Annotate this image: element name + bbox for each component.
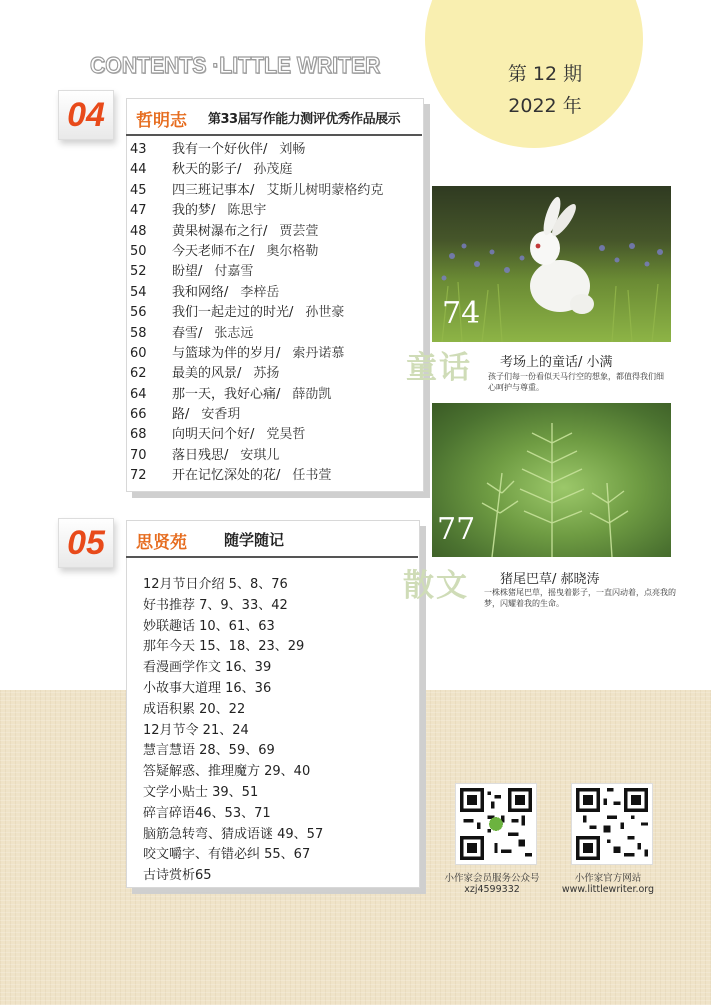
toc-entry [130,466,420,486]
toc-page-number: 45 [130,182,147,198]
issue-year: 2022 年 [508,95,582,117]
toc-author: 薛劭凯 [292,386,332,402]
toc-author: 刘畅 [279,142,306,157]
section-04-header [126,98,422,136]
qr-caption-wechat-label: 小作家会员服务公众号 [444,873,540,884]
toc-author: 索丹诺慕 [292,345,345,361]
toc-page-number: 58 [130,325,147,341]
toc-title: 春雪/ [172,325,203,341]
toc-author: 任书萱 [292,468,332,484]
toc-page-number: 44 [130,162,147,178]
qr-caption-website [543,870,673,895]
section-05-header [126,520,418,558]
toc-title: 四三班记事本/ [172,182,255,198]
toc-title: 那一天，我好心痛/ [172,386,281,402]
toc-entry [130,140,420,160]
feature-2-page: 77 [437,512,476,547]
toc-title: 路/ [172,407,190,423]
section-05-subtitle: 随学随记 [224,531,285,549]
toc-page-number: 48 [130,223,147,239]
toc-entry [130,181,420,201]
issue-info [500,58,590,122]
toc-author: 孙世豪 [305,305,345,321]
column-entry: 12月节令 21、24 [143,722,249,738]
column-entry: 咬文嚼字、有错必纠 55、67 [143,847,311,863]
toc-page-number: 70 [130,447,147,463]
toc-author: 艾斯儿树明蒙格约克 [266,182,384,198]
section-04-name: 哲明志 [136,111,187,131]
column-entry: 妙联趣话 10、61、63 [143,618,275,634]
toc-title: 最美的风景/ [172,366,242,382]
toc-entry [130,303,420,323]
toc-title: 向明天问个好/ [172,427,255,443]
qr-caption-wechat-id: xzj4599332 [464,884,520,895]
toc-author: 苏扬 [253,366,280,382]
toc-author: 安琪儿 [240,447,280,463]
issue-number: 第 12 期 [507,63,583,85]
toc-title: 黄果树瀑布之行/ [172,223,268,239]
column-entry: 慧言慧语 28、59、69 [143,743,275,759]
toc-title: 今天老师不在/ [172,243,255,259]
toc-page-number: 43 [130,142,147,157]
column-entry: 好书推荐 7、9、33、42 [143,597,288,613]
toc-page-number: 62 [130,366,147,382]
column-entry: 那年今天 15、18、23、29 [143,639,305,655]
qr-code-icon [460,788,532,860]
toc-author: 张志远 [214,325,254,341]
feature-2-desc: 一株株猪尾巴草，摇曳着影子，一直闪动着，点亮我的梦，闪耀着我的生命。 [484,588,676,608]
toc-title: 与篮球为伴的岁月/ [172,345,281,361]
toc-author: 安香玥 [201,407,241,423]
qr-caption-website-url: www.littlewriter.org [561,884,655,895]
qr-caption-wechat [427,870,557,895]
toc-page-number: 60 [130,345,147,361]
toc-entry [130,222,420,242]
feature-1-genre: 童话 [406,350,472,386]
toc-author: 李梓岳 [240,284,280,300]
qr-code-wechat [456,784,536,864]
column-entry: 古诗赏析65 [143,868,212,884]
toc-title: 我和网络/ [172,284,229,300]
toc-author: 付嘉雪 [214,264,254,280]
toc-author: 孙茂庭 [253,162,293,178]
column-entry: 12月节日介绍 5、8、76 [143,577,288,592]
feature-2-title: 猪尾巴草/ 郝晓涛 [500,572,600,587]
toc-page-number: 68 [130,427,147,443]
toc-title: 我的梦/ [172,203,216,219]
column-entry: 碎言碎语46、53、71 [143,805,271,821]
column-entry: 小故事大道理 16、36 [143,680,272,696]
toc-title: 我们一起走过的时光/ [172,305,294,321]
brand-title: CONTENTS ·LITTLE WRITER [90,52,381,78]
section-04-number: 04 [58,90,114,140]
toc-entry [130,446,420,466]
toc-page-number: 66 [130,407,147,423]
qr-code-website [572,784,652,864]
toc-author: 奥尔格勒 [266,243,319,259]
section-05-list [143,575,413,887]
toc-title: 开在记忆深处的花/ [172,468,281,484]
toc-entry [130,324,420,344]
qr-code-icon [576,788,648,860]
feature-1-desc: 孩子们每一份看似天马行空的想象，都值得我们细心呵护与尊重。 [488,372,664,392]
toc-entry [130,344,420,364]
toc-entry [130,262,420,282]
toc-page-number: 52 [130,264,147,280]
column-entry: 脑筋急转弯、猜成语谜 49、57 [143,826,324,842]
toc-page-number: 72 [130,468,147,484]
section-04-subtitle: 第33届写作能力测评优秀作品展示 [208,112,401,127]
toc-entry [130,405,420,425]
column-entry: 成语积累 20、22 [143,701,246,717]
column-entry: 看漫画学作文 16、39 [143,660,272,676]
toc-page-number: 56 [130,305,147,321]
qr-caption-website-label: 小作家官方网站 [574,873,642,884]
feature-1-page: 74 [442,296,481,331]
feature-2-genre: 散文 [403,568,469,604]
section-04-toc [130,140,420,487]
toc-entry [130,283,420,303]
toc-title: 盼望/ [172,264,203,280]
toc-entry [130,425,420,445]
toc-entry [130,201,420,221]
toc-title: 秋天的影子/ [172,162,242,178]
toc-entry [130,385,420,405]
column-entry: 答疑解惑、推理魔方 29、40 [143,764,311,780]
toc-page-number: 47 [130,203,147,219]
toc-page-number: 64 [130,386,147,402]
toc-page-number: 50 [130,243,147,259]
toc-title: 我有一个好伙伴/ [172,142,268,157]
toc-title: 落日残思/ [172,447,229,463]
toc-entry [130,364,420,384]
feature-1-title: 考场上的童话/ 小满 [500,355,613,370]
toc-author: 陈思宇 [227,203,267,219]
toc-entry [130,160,420,180]
column-entry: 文学小贴士 39、51 [143,784,259,800]
toc-page-number: 54 [130,284,147,300]
toc-entry [130,242,420,262]
toc-author: 党昊哲 [266,427,306,443]
toc-author: 贾芸萱 [279,223,319,239]
section-05-number: 05 [58,518,114,568]
section-05-name: 思贤苑 [136,533,187,553]
